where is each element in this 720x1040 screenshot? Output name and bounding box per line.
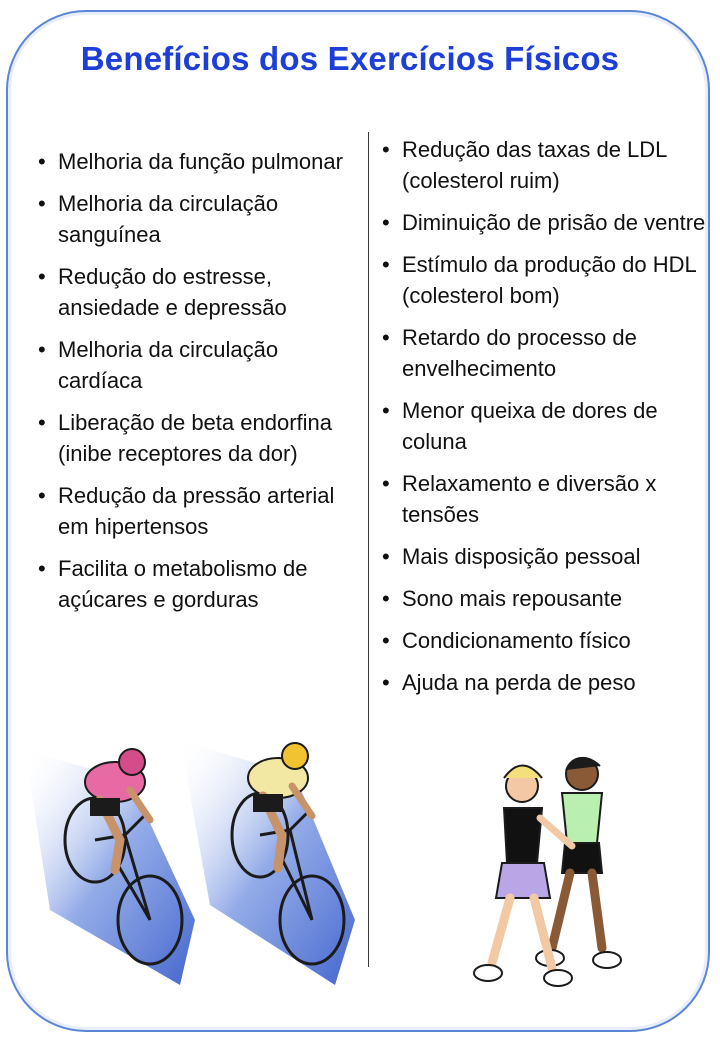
list-item: • Redução da pressão arterial em hipertensos	[34, 480, 366, 542]
runners-illustration	[462, 748, 662, 998]
list-item: • Condicionamento físico	[378, 625, 708, 656]
slide-title: Benefícios dos Exercícios Físicos	[80, 40, 620, 77]
column-divider	[368, 132, 369, 967]
list-item: • Redução do estresse, ansiedade e depressão	[34, 261, 366, 323]
cyclist-illustration	[20, 720, 360, 990]
list-item: • Ajuda na perda de peso	[378, 667, 708, 698]
list-item: • Retardo do processo de envelhecimento	[378, 322, 708, 384]
list-item: • Estímulo da produção do HDL (colesterol bom)	[378, 249, 708, 311]
list-item: • Redução das taxas de LDL (colesterol ruim)	[378, 134, 708, 196]
right-benefits-list	[378, 134, 708, 709]
list-item: • Melhoria da circulação cardíaca	[34, 334, 366, 396]
list-item: • Menor queixa de dores de coluna	[378, 395, 708, 457]
list-item: • Relaxamento e diversão x tensões	[378, 468, 708, 530]
list-item: • Melhoria da função pulmonar	[34, 146, 366, 177]
list-item: • Liberação de beta endorfina (inibe receptores da dor)	[34, 407, 366, 469]
list-item: • Mais disposição pessoal	[378, 541, 708, 572]
list-item: • Diminuição de prisão de ventre	[378, 207, 708, 238]
list-item: • Facilita o metabolismo de açúcares e gorduras	[34, 553, 366, 615]
left-benefits-list	[34, 146, 366, 626]
list-item: • Sono mais repousante	[378, 583, 708, 614]
list-item: • Melhoria da circulação sanguínea	[34, 188, 366, 250]
